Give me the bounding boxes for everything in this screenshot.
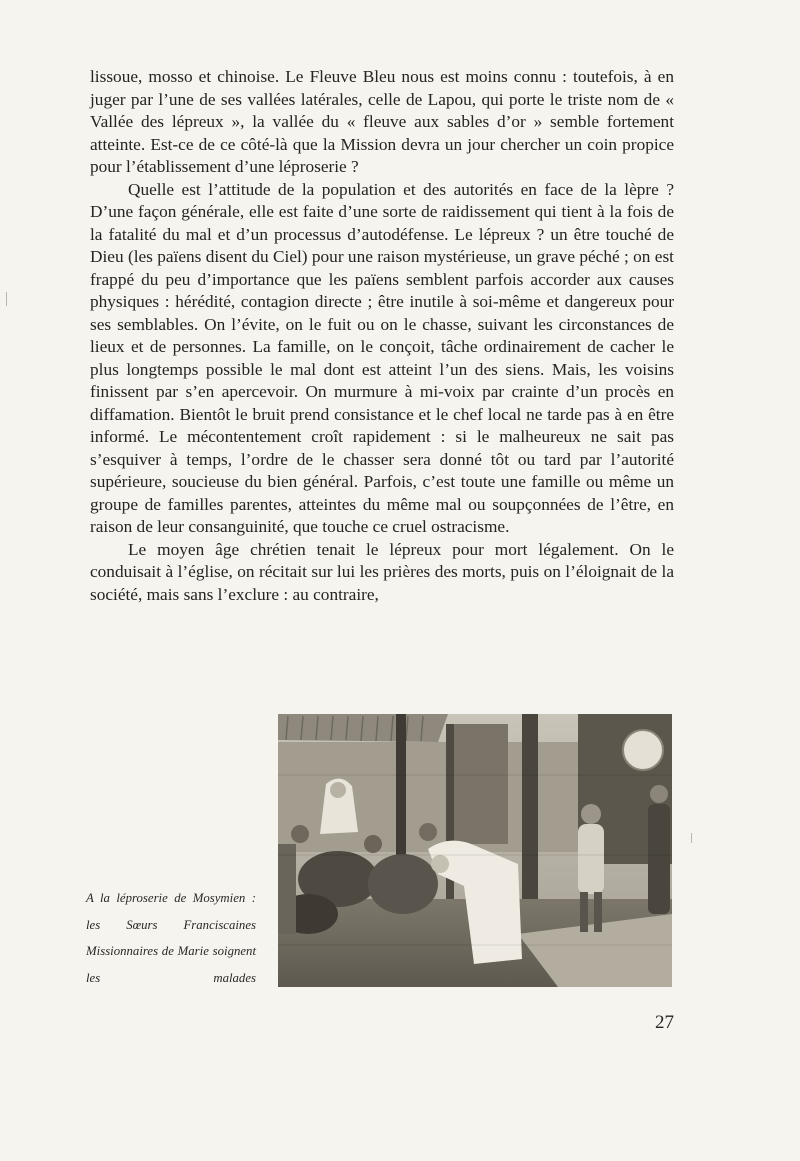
scan-margin-mark [6,292,7,306]
leprosarium-photo [278,714,672,987]
page-number: 27 [655,1012,674,1033]
paragraph-continued: lissoue, mosso et chinoise. Le Fleuve Bleu nous est moins connu : toutefois, à en juger par l’une de ses vallées latérales, celle de Lapou, qui porte le triste nom de « Vallée des lépreux », la vallée du « fleuve aux sables d’or » semble fortement atteinte. Est-ce de ce côté-là que la Mission devra un jour chercher un coin propice pour l’établissement d’une léproserie ? [90,67,674,176]
paragraph-attitude-to-leprosy: Quelle est l’attitude de la population et des autorités en face de la lèpre ? D’une façon générale, elle est faite d’une sorte de raidissement qui tient à la fois de la fatalité du mal et d’un processus d’autodéfense. Le lépreux ? un être touché de Dieu (les païens disent du Ciel) pour une raison mystérieuse, un grave péché ; on est frappé du peu d’importance que les païens semblent parfois accorder aux causes physiques : hérédité, contagion directe ; être inutile à soi-même et dangereux pour ses semblables. On l’évite, on le fuit ou on le chasse, suivant les circonstances de lieux et de personnes. La famille, on le conçoit, tâche ordinairement de cacher le plus longtemps possible le mal dont est atteint l’un des siens. Mais, les voisins finissent par s’en apercevoir. On murmure à mi-voix par crainte d’un procès en diffamation. Bientôt le bruit prend consistance et le chef local ne tarde pas à en être informé. Le mécontentement croît rapidement : si le malheureux ne sait pas s’esquiver à temps, l’ordre de le chasser sera donné tôt ou tard par l’autorité supérieure, soucieuse du bien général. Parfois, c’est toute une famille ou même un groupe de familles parentes, atteintes du même mal ou soupçonnées de l’être, en raison de leur consanguinité, que touche ce cruel ostracisme. [90,179,674,536]
photo-caption: A la léproserie de Mosymien : les Sœurs Franciscaines Missionnaires de Marie soignent les malades [86,891,256,985]
scan-margin-mark [691,833,692,843]
article-body [90,66,674,606]
paragraph-middle-ages: Le moyen âge chrétien tenait le lépreux pour mort légalement. On le conduisait à l’église, on récitait sur lui les prières des morts, puis on l’éloignait de la société, mais sans l’exclure : au contraire, [90,539,674,604]
